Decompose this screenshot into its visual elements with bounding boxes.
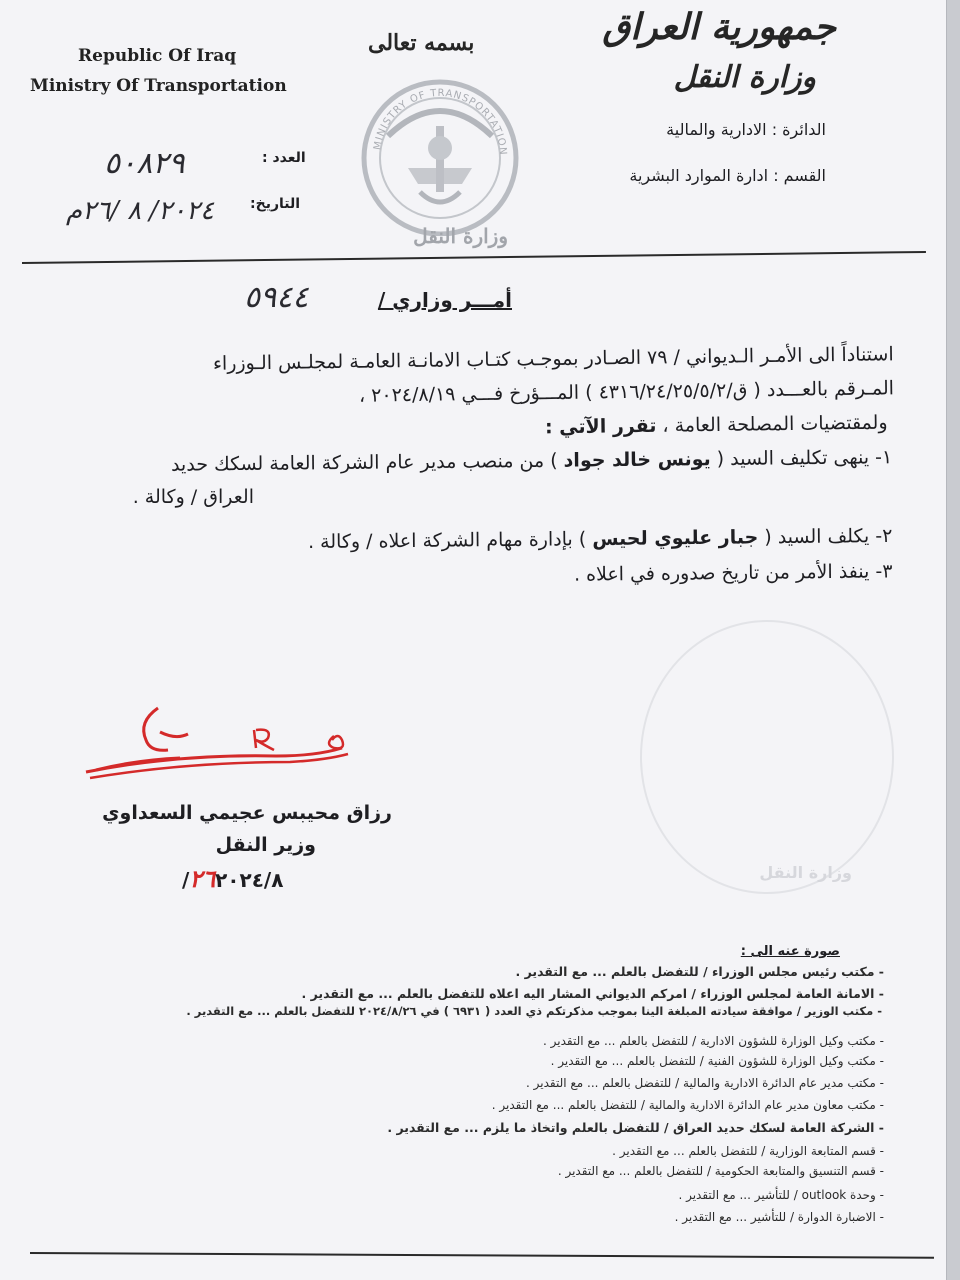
signatory-name: رزاق محيبس عجيمي السعداوي — [102, 802, 392, 824]
handwritten-signature — [76, 700, 376, 790]
basmala: بسمه تعالى — [368, 30, 475, 56]
item-1 — [171, 446, 892, 476]
cc-item: - مكتب معاون مدير عام الدائرة الادارية والمالية / للتفضل بالعلم ... مع التقدير . — [491, 1098, 884, 1112]
section-label: القسم : ادارة الموارد البشرية — [629, 166, 826, 185]
directorate-label: الدائرة : الادارية والمالية — [666, 120, 826, 139]
ar-ministry-name: وزارة النقل — [673, 60, 816, 95]
item-2-rest: ) بإدارة مهام الشركة اعلاه / وكالة . — [307, 528, 586, 554]
item-1-continuation: العراق / وكالة . — [132, 486, 254, 508]
faint-stamp — [640, 620, 894, 894]
number-label: العدد : — [262, 150, 306, 166]
item-3: ٣- ينفذ الأمر من تاريخ صدوره في اعلاه . — [573, 560, 893, 586]
cc-item: - الشركة العامة لسكك حديد العراق / للتفضل بالعلم واتخاذ ما يلزم ... مع التقدير . — [387, 1120, 884, 1135]
item-2-name: جبار عليوي لحيس — [591, 526, 758, 551]
item-1-rest: ) من منصب مدير عام الشركة العامة لسكك حديد — [170, 449, 558, 476]
order-number: ٥٩٤٤ — [244, 280, 309, 315]
logo-caption: وزارة النقل — [413, 224, 508, 248]
date-label: التاريخ: — [250, 196, 301, 212]
cc-item: - مكتب الوزير / موافقة سيادته المبلغة الينا بموجب مذكرتكم ذي العدد ( ٦٩٣١ ) في ٢٠٢٤/٨/٢٦ للتفضل بالعلم ... مع التقدير . — [186, 1004, 882, 1018]
cc-item: - قسم التنسيق والمتابعة الحكومية / للتفضل بالعلم ... مع التقدير . — [557, 1164, 884, 1178]
body-line-1: استناداً الى الأمـر الـديواني / ٧٩ الصـادر بموجـب كتـاب الامانـة العامـة لمجلـس الـوزراء — [213, 343, 895, 375]
body-line-2: المـرقم بالعـــدد ( ق/٤٣١٦/٢٤/٢٥/٥/٢ ) المـــؤرخ فـــي ٢٠٢٤/٨/١٩ ، — [358, 377, 895, 407]
footer-divider — [30, 1252, 934, 1259]
item-2-prefix: ٢- يكلف السيد ( — [763, 524, 893, 549]
decision-heading: تقرر الآتي : — [545, 414, 658, 439]
item-1-name: يونس خالد جواد — [563, 448, 711, 472]
cc-item: - مكتب وكيل الوزارة للشؤون الفنية / للتفضل بالعلم ... مع التقدير . — [550, 1054, 884, 1068]
logo-ring-text: MINISTRY OF TRANSPORTATION — [372, 87, 509, 157]
body-line-3-prefix: ولمقتضيات المصلحة العامة ، — [662, 411, 889, 437]
cc-item: - وحدة outlook / للتأشير ... مع التقدير . — [678, 1188, 884, 1202]
date-value: ٢٠٢٤/ ٨ /٢٦م — [66, 196, 214, 226]
item-2 — [308, 525, 893, 553]
cc-item: - مكتب وكيل الوزارة للشؤون الادارية / للتفضل بالعلم ... مع التقدير . — [542, 1034, 884, 1048]
en-ministry-name: Ministry Of Transportation — [30, 76, 287, 96]
faint-stamp-text: وزارة النقل — [759, 863, 852, 882]
ministry-emblem-icon — [350, 66, 530, 236]
cc-heading: صورة عنه الى : — [740, 944, 840, 959]
cc-item: - قسم المتابعة الوزارية / للتفضل بالعلم ... مع التقدير . — [612, 1144, 884, 1158]
cc-item: - مكتب رئيس مجلس الوزراء / للتفضل بالعلم ... مع التقدير . — [515, 964, 884, 979]
body-line-3 — [545, 412, 888, 439]
signature-date-printed: ٢٠٢٤/٨/ — [182, 868, 284, 892]
signature-date-day: ٢٦ — [189, 864, 216, 893]
ar-country-name: جمهورية العراق — [602, 6, 836, 48]
order-title: أمـــر وزاري / — [377, 288, 512, 312]
en-country-name: Republic Of Iraq — [78, 46, 237, 66]
number-value: ٥٠٨٢٩ — [104, 146, 185, 181]
cc-item: - الامانة العامة لمجلس الوزراء / امركم الديواني المشار اليه اعلاه للتفضل بالعلم ... مع التقدير . — [301, 986, 884, 1001]
cc-item: - مكتب مدير عام الدائرة الادارية والمالية / للتفضل بالعلم ... مع التقدير . — [526, 1076, 884, 1090]
cc-item: - الاضبارة الدوارة / للتأشير ... مع التقدير . — [674, 1210, 884, 1224]
signatory-title: وزير النقل — [215, 834, 316, 856]
item-1-prefix: ١- ينهى تكليف السيد ( — [716, 446, 893, 471]
signature-date — [182, 864, 283, 893]
ministry-logo — [350, 66, 530, 266]
